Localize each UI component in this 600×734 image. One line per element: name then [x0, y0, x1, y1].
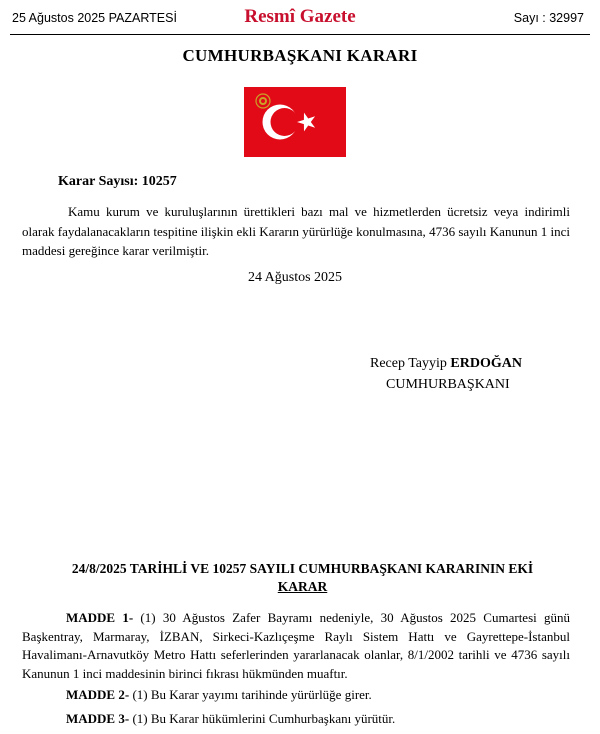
document-title: CUMHURBAŞKANI KARARI [182, 46, 418, 65]
article-3 [22, 710, 570, 729]
article-label: MADDE 3- [66, 711, 130, 726]
article-1 [22, 609, 570, 683]
gazette-name: Resmî Gazete [244, 6, 356, 27]
decision-number: Karar Sayısı: 10257 [58, 174, 177, 189]
signatory-title: CUMHURBAŞKANI [386, 377, 510, 392]
gazette-header [0, 0, 600, 36]
issue-number: Sayı : 32997 [513, 11, 584, 25]
decision-intro: Kamu kurum ve kuruluşlarının ürettikleri bazı mal ve hizmetlerden ücretsiz veya indirimli olarak faydalanacakların tespitine ilişkin ekli Kararın yürürlüğe konulmasına, 4736 sayılı Kanunun 1 inci maddesi gereğince karar verilmiştir. [22, 204, 570, 258]
signatory-first-name: Recep Tayyip [370, 356, 451, 371]
publication-date: 25 Ağustos 2025 PAZARTESİ [12, 11, 177, 25]
article-text: (1) Bu Karar yayımı tarihinde yürürlüğe girer. [129, 687, 372, 702]
article-2 [22, 686, 570, 705]
article-text: (1) Bu Karar hükümlerini Cumhurbaşkanı yürütür. [129, 711, 396, 726]
article-label: MADDE 1- [66, 610, 134, 625]
signatory-name [370, 356, 522, 372]
decision-date: 24 Ağustos 2025 [247, 270, 343, 285]
signatory-last-name: ERDOĞAN [450, 356, 522, 371]
annex-title [40, 560, 565, 596]
annex-title-line1: 24/8/2025 TARİHLİ VE 10257 SAYILI CUMHURBAŞKANI KARARININ EKİ [71, 561, 534, 576]
article-text: (1) 30 Ağustos Zafer Bayramı nedeniyle, 30 Ağustos 2025 Cumartesi günü Başkentray, Marmaray, İZBAN, Sirkeci-Kazlıçeşme Raylı Sistem Hattı ve Gayrettepe-İstanbul Havalimanı-Arnavutköy Metro Hattı seferlerinden yararlanacak olanlar, 8/1/2002 tarihli ve 4736 sayılı Kanunun 1 inci maddesinin birinci fıkrası hükmünden muaftır. [22, 610, 570, 681]
turkish-flag-icon [244, 87, 346, 157]
header-divider [10, 34, 590, 35]
article-label: MADDE 2- [66, 687, 130, 702]
annex-title-line2: KARAR [277, 579, 328, 594]
flag-crescent-inner [271, 108, 299, 136]
